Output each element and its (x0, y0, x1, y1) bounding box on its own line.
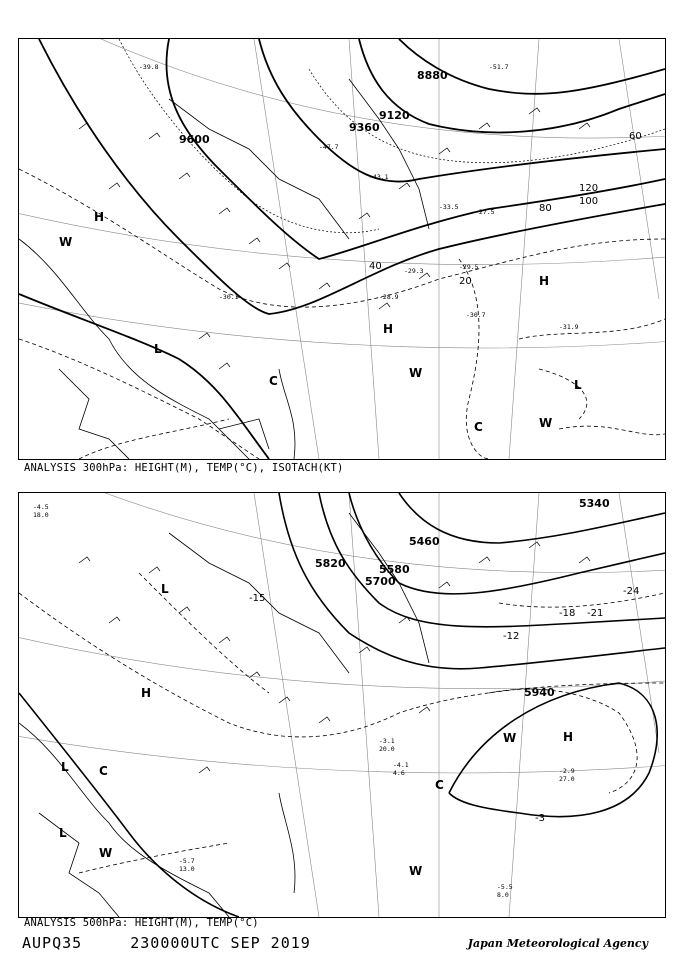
obs-value: -5.5 (497, 883, 513, 891)
high-pressure-symbol-east: H (563, 730, 574, 744)
obs-value: 13.0 (179, 865, 195, 873)
height-label-5340: 5340 (579, 497, 610, 510)
height-label-9120: 9120 (379, 109, 410, 122)
temp-label-m18: -18 (559, 608, 576, 619)
isotach-label-20: 20 (459, 276, 472, 287)
obs-value: -51.7 (489, 63, 509, 71)
obs-value: -4.1 (393, 761, 409, 769)
obs-value: 4.6 (393, 769, 405, 777)
high-pressure-symbol-east: H (539, 274, 550, 288)
height-label-9360: 9360 (349, 121, 380, 134)
obs-value: -29.3 (404, 267, 424, 275)
temp-label-m3: -3 (535, 813, 545, 824)
isotach-label-80: 80 (539, 203, 552, 214)
warm-symbol-south: W (539, 416, 553, 430)
graticule (19, 39, 665, 459)
cold-symbol-south: C (474, 420, 483, 434)
height-label-5460: 5460 (409, 535, 440, 548)
valid-time: 230000UTC SEP 2019 (130, 934, 311, 952)
obs-value: 18.0 (33, 511, 49, 519)
temp-label-m21: -21 (587, 608, 604, 619)
height-label-5580: 5580 (379, 563, 410, 576)
isotach-label-100: 100 (579, 196, 599, 207)
obs-value: -30.7 (466, 311, 486, 319)
obs-value: -4.5 (33, 503, 49, 511)
obs-value: -29.5 (459, 263, 479, 271)
temperature-contours (19, 169, 665, 459)
low-pressure-symbol-west: L (61, 760, 69, 774)
isotach-label-60: 60 (629, 131, 642, 142)
cold-symbol: C (99, 764, 108, 778)
obs-value: -28.9 (379, 293, 399, 301)
obs-value: 8.0 (497, 891, 509, 899)
isotach-label-120: 120 (579, 183, 599, 194)
obs-value: -30.1 (219, 293, 239, 301)
caption-300hpa: ANALYSIS 300hPa: HEIGHT(M), TEMP(°C), ISOTACH(KT) (24, 462, 344, 474)
warm-symbol-west: W (99, 846, 113, 860)
cold-symbol-south: C (435, 778, 444, 792)
temp-label-m12: -12 (503, 631, 520, 642)
map-panel-500hpa (18, 492, 666, 918)
map-500hpa-canvas (19, 493, 665, 917)
obs-value: -3.1 (379, 737, 395, 745)
coastline (19, 513, 429, 917)
height-label-5700: 5700 (365, 575, 396, 588)
temp-label-m24: -24 (623, 586, 640, 597)
obs-value: 27.0 (559, 775, 575, 783)
high-pressure-symbol: H (94, 210, 105, 224)
warm-symbol-south: W (409, 864, 423, 878)
obs-value: -2.9 (559, 767, 575, 775)
warm-symbol-west: W (59, 235, 73, 249)
low-pressure-symbol-sw: L (59, 826, 67, 840)
cold-symbol: C (269, 374, 278, 388)
obs-value: -43.1 (369, 173, 389, 181)
high-pressure-symbol-south: H (383, 322, 394, 336)
agency-credit: Japan Meteorological Agency (467, 937, 648, 950)
coastline (19, 79, 429, 459)
obs-value: -5.7 (179, 857, 195, 865)
height-label-9600: 9600 (179, 133, 210, 146)
obs-value: -39.8 (139, 63, 159, 71)
obs-value: -31.9 (559, 323, 579, 331)
obs-value: -27.5 (475, 208, 495, 216)
low-pressure-symbol: L (161, 582, 169, 596)
map-panel-300hpa (18, 38, 666, 460)
height-label-8880: 8880 (417, 69, 448, 82)
obs-value: -47.7 (319, 143, 339, 151)
isotach-label-40: 40 (369, 261, 382, 272)
height-label-5940: 5940 (524, 686, 555, 699)
low-pressure-symbol: L (154, 342, 162, 356)
map-300hpa-canvas (19, 39, 665, 459)
warm-symbol: W (409, 366, 423, 380)
product-id-line (22, 934, 311, 952)
obs-value: 20.0 (379, 745, 395, 753)
obs-value: -33.5 (439, 203, 459, 211)
temp-label-m15: -15 (249, 593, 266, 604)
height-label-5820: 5820 (315, 557, 346, 570)
product-code: AUPQ35 (22, 934, 83, 952)
height-contours (19, 39, 665, 459)
warm-symbol: W (503, 731, 517, 745)
caption-500hpa: ANALYSIS 500hPa: HEIGHT(M), TEMP(°C) (24, 917, 259, 929)
low-pressure-symbol-east: L (574, 378, 582, 392)
high-pressure-symbol: H (141, 686, 152, 700)
